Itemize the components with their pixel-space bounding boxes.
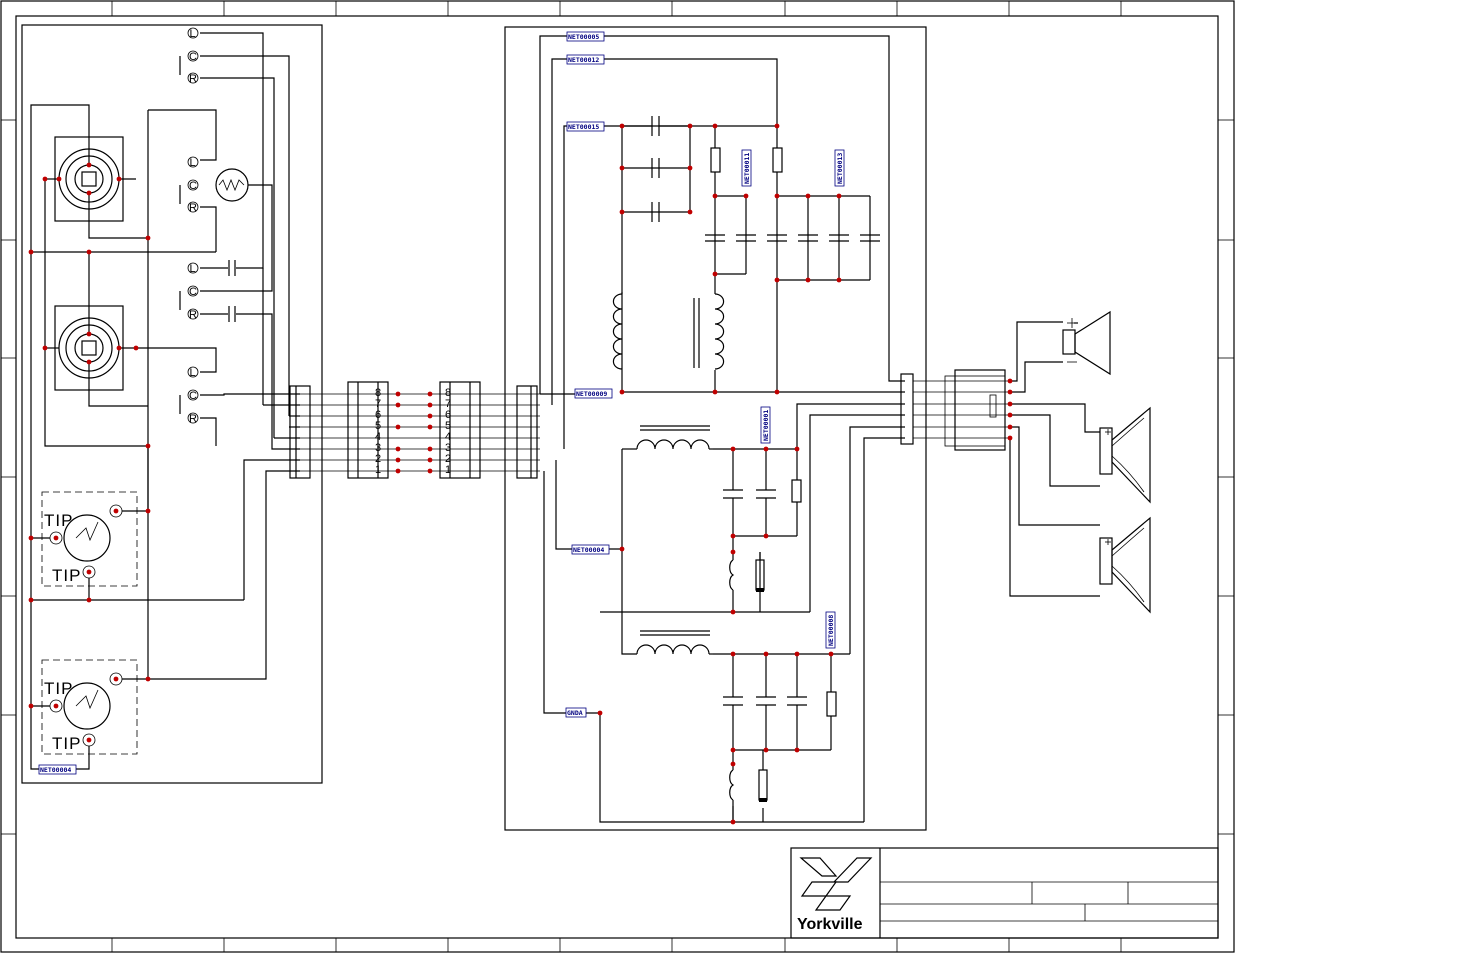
svg-text:NET00009: NET00009 [576, 390, 608, 398]
crossover-panel [505, 27, 926, 830]
svg-text:5: 5 [375, 420, 382, 432]
vertical-capacitors [705, 235, 880, 705]
combo-jack-1 [31, 492, 148, 600]
pin-r-label: R [189, 202, 197, 214]
yorkville-logo [797, 858, 871, 933]
svg-text:NET00004: NET00004 [40, 766, 72, 774]
pin-l-label: L [189, 28, 196, 40]
woofer-driver-2 [1100, 518, 1150, 612]
svg-text:6: 6 [445, 409, 452, 421]
upper-capacitors [622, 116, 690, 222]
upper-resistors [711, 148, 836, 716]
net-label-net00008 [826, 612, 835, 648]
input-panel [22, 25, 322, 783]
output-section [901, 312, 1150, 612]
output-wiring [1010, 322, 1100, 596]
svg-text:1: 1 [445, 464, 452, 476]
svg-text:7: 7 [445, 398, 452, 410]
svg-text:4: 4 [445, 431, 452, 443]
ribbon-connectors [290, 382, 540, 478]
crossover-wiring [540, 36, 905, 822]
svg-text:5: 5 [445, 420, 452, 432]
svg-text:NET00012: NET00012 [568, 56, 600, 64]
tip-label: TIP [52, 566, 82, 585]
pin-r-label: R [189, 309, 197, 321]
svg-text:3: 3 [375, 442, 382, 454]
tip-label: TIP [52, 734, 82, 753]
net-label-gnda [566, 708, 586, 717]
svg-text:NET00005: NET00005 [568, 33, 600, 41]
pin-r-label: R [189, 73, 197, 85]
protection-thermistor [216, 169, 248, 201]
junction-dots [29, 124, 1013, 825]
title-block [791, 848, 1218, 938]
jack-group-1 [180, 28, 198, 85]
svg-text:NET00008: NET00008 [827, 614, 835, 646]
net-label-net00009 [575, 389, 612, 398]
svg-text:NET00013: NET00013 [836, 152, 844, 184]
svg-text:8: 8 [375, 387, 382, 399]
connector-b-pin-numbers [445, 387, 451, 476]
net-label-net00004-input [39, 765, 76, 774]
net-label-net00015 [567, 122, 604, 131]
net-label-net00004 [572, 545, 609, 554]
brand-name: Yorkville [797, 916, 863, 933]
pin-c-label: C [189, 180, 197, 192]
svg-text:4: 4 [375, 431, 382, 443]
jack-pins [180, 28, 198, 425]
pin-l-label: L [189, 157, 196, 169]
net-label-net00001 [761, 407, 770, 443]
svg-text:2: 2 [375, 453, 382, 465]
protection-lamps [756, 552, 767, 802]
svg-text:7: 7 [375, 398, 382, 410]
svg-text:NET00011: NET00011 [743, 152, 751, 184]
svg-text:3: 3 [445, 442, 452, 454]
net-label-net00005 [567, 32, 604, 41]
jack-group-3 [180, 263, 198, 321]
net-label-net00013 [835, 150, 844, 186]
woofer-driver-1 [1100, 408, 1150, 502]
pin-c-label: C [189, 390, 197, 402]
svg-text:GNDA: GNDA [567, 709, 583, 717]
connector-a-pin-numbers [375, 387, 381, 476]
combo-jack-2 [31, 600, 148, 769]
pin-l-label: L [189, 367, 196, 379]
pin-c-label: C [189, 286, 197, 298]
pin-l-label: L [189, 263, 196, 275]
svg-text:NET00001: NET00001 [762, 409, 770, 441]
svg-text:8: 8 [445, 387, 452, 399]
sheet-border [1, 1, 1234, 952]
net-label-net00011 [742, 150, 751, 186]
tip-label: TIP [44, 679, 74, 698]
svg-text:2: 2 [445, 453, 452, 465]
net-label-net00012 [567, 55, 604, 64]
tweeter-driver [1063, 312, 1110, 374]
jack-group-4 [180, 367, 198, 425]
svg-text:NET00004: NET00004 [573, 546, 605, 554]
pin-c-label: C [189, 51, 197, 63]
svg-text:NET00015: NET00015 [568, 123, 600, 131]
svg-text:1: 1 [375, 464, 382, 476]
jack-group-2 [180, 157, 198, 214]
svg-text:6: 6 [375, 409, 382, 421]
pin-r-label: R [189, 413, 197, 425]
tip-label: TIP [44, 511, 74, 530]
